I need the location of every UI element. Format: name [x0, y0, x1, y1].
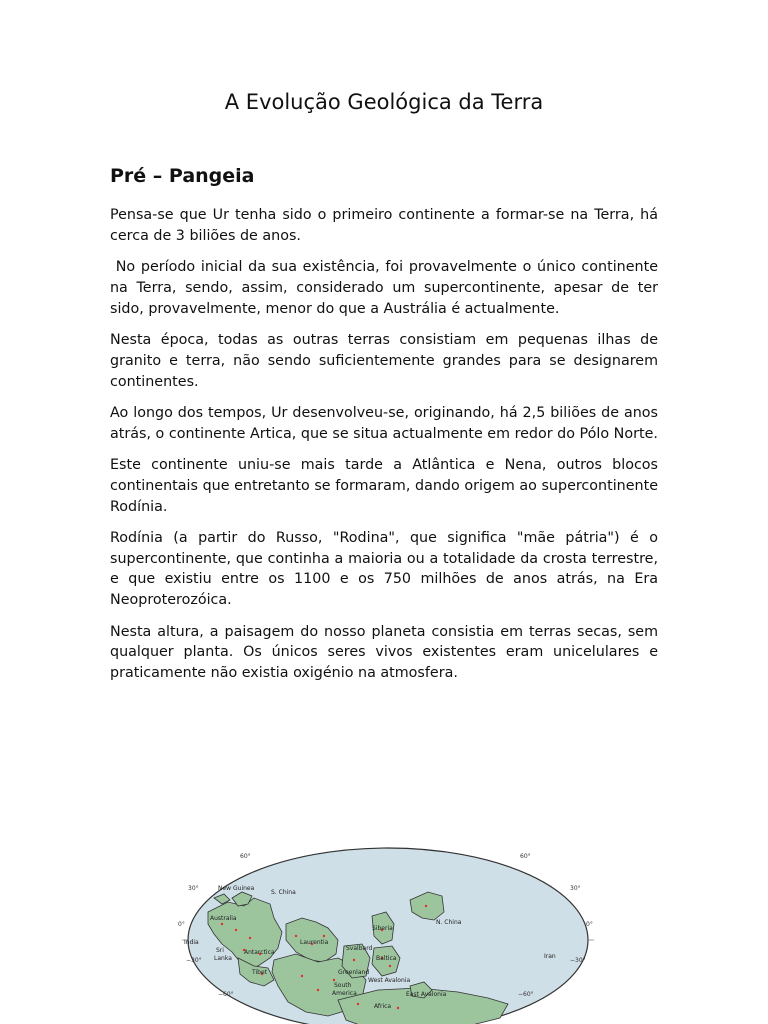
paragraph: Rodínia (a partir do Russo, "Rodina", que significa "mãe pátria") é o supercontinente, que continha a maioria ou a totalidade da crosta terrestre, e que existiu entre os 1100 e os 750 milhões de anos atrás, na Era Neoproterozóica. [110, 529, 658, 609]
region-label: Lanka [214, 955, 232, 962]
paragraph: Pensa-se que Ur tenha sido o primeiro continente a formar-se na Terra, há cerca de 3 biliões de anos. [110, 207, 663, 244]
paragraph: No período inicial da sua existência, foi provavelmente o único continente na Terra, sendo, assim, considerado um supercontinente, apesar de ter sido, provavelmente, menor do que a Austrália é actualmente. [110, 259, 663, 317]
lat-label: 30° [188, 885, 199, 892]
rodinia-map [178, 840, 598, 1024]
region-label: America [332, 990, 357, 997]
region-label: Sri [216, 947, 224, 954]
region-label: East Avalonia [406, 991, 447, 998]
region-label: South [334, 982, 352, 989]
rodinia-map-figure [178, 840, 598, 1024]
region-label: Siberia [372, 925, 393, 932]
lat-label: 60° [520, 853, 531, 860]
body-text [110, 205, 663, 694]
region-label: Greenland [338, 969, 370, 976]
section-heading: Pré – Pangeia [110, 165, 255, 187]
lat-label: −30° [186, 957, 202, 964]
region-label: New Guinea [218, 885, 255, 892]
region-label: Baltica [376, 955, 397, 962]
lat-label: 0° [586, 921, 593, 928]
document-title: A Evolução Geológica da Terra [224, 90, 544, 114]
lat-label: −60° [218, 991, 234, 998]
paragraph: Ao longo dos tempos, Ur desenvolveu-se, originando, há 2,5 biliões de anos atrás, o continente Artica, que se situa actualmente em redor do Pólo Norte. [110, 404, 658, 442]
paragraph: Este continente uniu-se mais tarde a Atlântica e Nena, outros blocos continentais que entretanto se formaram, dando origem ao supercontinente Rodínia. [110, 456, 658, 515]
lat-label: 0° [178, 921, 185, 928]
region-label: Iran [544, 953, 556, 960]
lat-label: −60° [518, 991, 534, 998]
region-label: Australia [210, 915, 237, 922]
lat-label: 30° [570, 885, 581, 892]
paragraph: Nesta época, todas as outras terras consistiam em pequenas ilhas de granito e terra, não sendo suficientemente grandes para se designarem continentes. [110, 331, 658, 390]
region-label: Laurentia [300, 939, 329, 946]
paragraph: Nesta altura, a paisagem do nosso planeta consistia em terras secas, sem qualquer planta. Os únicos seres vivos existentes eram unicelulares e praticamente não existia oxigénio na atmosfera. [110, 623, 658, 682]
region-label: Africa [374, 1003, 392, 1010]
region-label: West Avalonia [368, 977, 411, 984]
lat-label: 60° [240, 853, 251, 860]
region-label: S. China [271, 889, 296, 896]
lat-label: −30° [570, 957, 586, 964]
region-label: Antarctica [244, 949, 275, 956]
region-label: India [184, 939, 199, 946]
region-label: Svalbard [346, 945, 373, 952]
region-label: N. China [436, 919, 462, 926]
region-label: Tibet [252, 969, 267, 976]
